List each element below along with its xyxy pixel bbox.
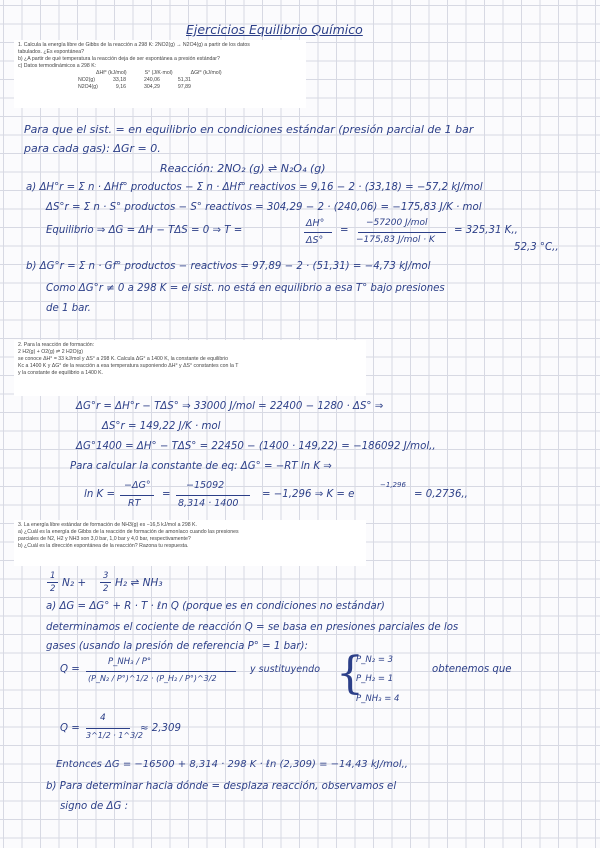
printed-line: a) ¿Cuál es la energía de Gibbs de la reacción de formación de amoníaco cuando las presiones	[18, 529, 239, 536]
fraction-bar	[86, 728, 130, 729]
answer-line: ΔS°r = 149,22 J/K · mol	[102, 421, 221, 432]
fraction-numerator: −57200 J/mol	[366, 218, 428, 228]
answer-line: obtenemos que	[432, 664, 512, 675]
result: ≈ 2,309	[140, 723, 181, 734]
fraction-bar	[304, 232, 332, 233]
reaction-equation: Reacción: 2NO₂ (g) ⇌ N₂O₄ (g)	[160, 162, 326, 175]
result: 52,3 °C,,	[514, 242, 559, 253]
printed-line: 2 H2(g) + O2(g) ⇌ 2 H2O(g)	[18, 349, 84, 356]
exponent: −1,296	[380, 481, 406, 489]
printed-line: 2. Para la reacción de formación:	[18, 342, 95, 348]
fraction-numerator: −ΔG°	[124, 480, 151, 491]
answer-line: Entonces ΔG = −16500 + 8,314 · 298 K · ℓn (2,309) = −14,43 kJ/mol,,	[56, 759, 408, 770]
answer-line: Para que el sist. = en equilibrio en condiciones estándar (presión parcial de 1 bar	[24, 123, 474, 136]
answer-line: de 1 bar.	[46, 303, 91, 314]
fraction-denominator: 8,314 · 1400	[178, 498, 239, 509]
data-table-row: ΔHf° (kJ/mol) S° (J/K·mol) ΔGf° (kJ/mol)	[96, 70, 222, 77]
fraction-numerator: 3	[103, 571, 109, 581]
pressure-value: P_NH₃ = 4	[356, 694, 400, 704]
printed-line: se conoce ΔH° = 33 kJ/mol y ΔS° a 298 K. Calcula ΔG° a 1400 K, la constante de equilibrio	[18, 356, 228, 363]
answer-line: y sustituyendo	[250, 664, 321, 675]
answer-line: Q =	[60, 723, 80, 734]
fraction-denominator: ΔS°	[306, 235, 324, 246]
printed-question-3	[14, 520, 366, 566]
answer-line: Equilibrio ⇒ ΔG = ΔH − TΔS = 0 ⇒ T =	[46, 225, 243, 236]
fraction-numerator: −15092	[186, 480, 225, 491]
fraction-denominator: 2	[103, 584, 109, 594]
printed-line: Kc a 1400 K y ΔG° de la reacción a esa temperatura suponiendo ΔH° y ΔS° constantes con la T	[18, 363, 239, 370]
printed-line: parciales de N2, H2 y NH3 son 3,0 bar, 1,0 bar y 4,0 bar, respectivamente?	[18, 536, 191, 543]
answer-line: Para calcular la constante de eq: ΔG° = −RT ln K ⇒	[70, 461, 332, 472]
answer-line: signo de ΔG :	[60, 801, 129, 812]
answer-line: Como ΔG°r ≠ 0 a 298 K = el sist. no está en equilibrio a esa T° bajo presiones	[46, 283, 445, 294]
fraction-bar	[176, 495, 250, 496]
answer-line: ΔS°r = Σ n · S° productos − S° reactivos = 304,29 − 2 · (240,06) = −175,83 J/K · mol	[46, 202, 482, 213]
answer-line: gases (usando la presión de referencia P° = 1 bar):	[46, 641, 308, 652]
page-title: Ejercicios Equilibrio Químico	[186, 22, 363, 37]
pressure-value: P_H₂ = 1	[356, 674, 394, 684]
answer-line: para cada gas): ΔGr = 0.	[24, 142, 161, 155]
answer-line: = −1,296 ⇒ K = e	[262, 489, 355, 500]
fraction-denominator: RT	[128, 498, 141, 509]
printed-line: c) Datos termodinámicos a 298 K:	[18, 63, 97, 70]
fraction-numerator: P_NH₃ / P°	[108, 657, 152, 667]
answer-line: ΔG°1400 = ΔH° − TΔS° = 22450 − (1400 · 149,22) = −186092 J/mol,,	[76, 441, 436, 452]
fraction-numerator: 1	[50, 571, 56, 581]
fraction-bar	[86, 671, 236, 672]
printed-line: b) ¿Cuál es la dirección espontánea de la reacción? Razona tu respuesta.	[18, 543, 189, 550]
fraction-bar	[358, 232, 446, 233]
fraction-numerator: 4	[100, 713, 106, 723]
reaction-equation: N₂ +	[62, 577, 87, 589]
printed-question-1	[14, 40, 306, 108]
printed-line: b) ¿A partir de qué temperatura la reacción deja de ser espontánea a presión estándar?	[18, 56, 220, 63]
pressure-value: P_N₂ = 3	[356, 655, 394, 665]
printed-line: tabulados. ¿Es espontánea?	[18, 49, 85, 56]
answer-line: b) ΔG°r = Σ n · Gf° productos − reactivos = 97,89 − 2 · (51,31) = −4,73 kJ/mol	[26, 261, 431, 272]
printed-question-2	[14, 340, 366, 396]
data-table-row: N2O4(g) 9,16 304,29 97,89	[78, 84, 191, 91]
fraction-numerator: ΔH°	[306, 218, 325, 229]
printed-line: y la constante de equilibrio a 1400 K.	[18, 370, 104, 377]
equals-sign: =	[162, 489, 171, 500]
fraction-bar	[100, 582, 111, 583]
fraction-bar	[47, 582, 58, 583]
printed-line: 1. Calcula la energía libre de Gibbs de la reacción a 298 K: 2NO2(g) → N2O4(g) a partir de los datos	[18, 42, 250, 48]
answer-line: ln K =	[84, 489, 115, 500]
answer-line: a) ΔH°r = Σ n · ΔHf° productos − Σ n · ΔHf° reactivos = 9,16 − 2 · (33,18) = −57,2 kJ/mol	[26, 182, 483, 193]
result: = 325,31 K,,	[454, 225, 518, 236]
answer-line: Q =	[60, 664, 80, 675]
reaction-equation: H₂ ⇌ NH₃	[115, 577, 163, 589]
answer-line: ΔG°r = ΔH°r − TΔS° ⇒ 33000 J/mol = 22400 − 1280 · ΔS° ⇒	[76, 401, 384, 412]
fraction-denominator: 3^1/2 · 1^3/2	[86, 731, 143, 740]
fraction-denominator: −175,83 J/mol · K	[356, 235, 435, 245]
result: = 0,2736,,	[414, 489, 468, 500]
printed-line: 3. La energía libre estándar de formación de NH3(g) es −16,5 kJ/mol a 298 K.	[18, 522, 197, 528]
answer-line: a) ΔG = ΔG° + R · T · ℓn Q (porque es en condiciones no estándar)	[46, 601, 385, 612]
fraction-denominator: (P_N₂ / P°)^1/2 · (P_H₂ / P°)^3/2	[88, 674, 217, 683]
answer-line: b) Para determinar hacia dónde = desplaza reacción, observamos el	[46, 781, 397, 792]
fraction-denominator: 2	[50, 584, 56, 594]
brace: {	[336, 648, 364, 699]
equals-sign: =	[340, 225, 349, 236]
data-table-row: NO2(g) 33,18 240,06 51,31	[78, 77, 191, 84]
fraction-bar	[120, 495, 154, 496]
answer-line: determinamos el cociente de reacción Q = se basa en presiones parciales de los	[46, 622, 459, 633]
